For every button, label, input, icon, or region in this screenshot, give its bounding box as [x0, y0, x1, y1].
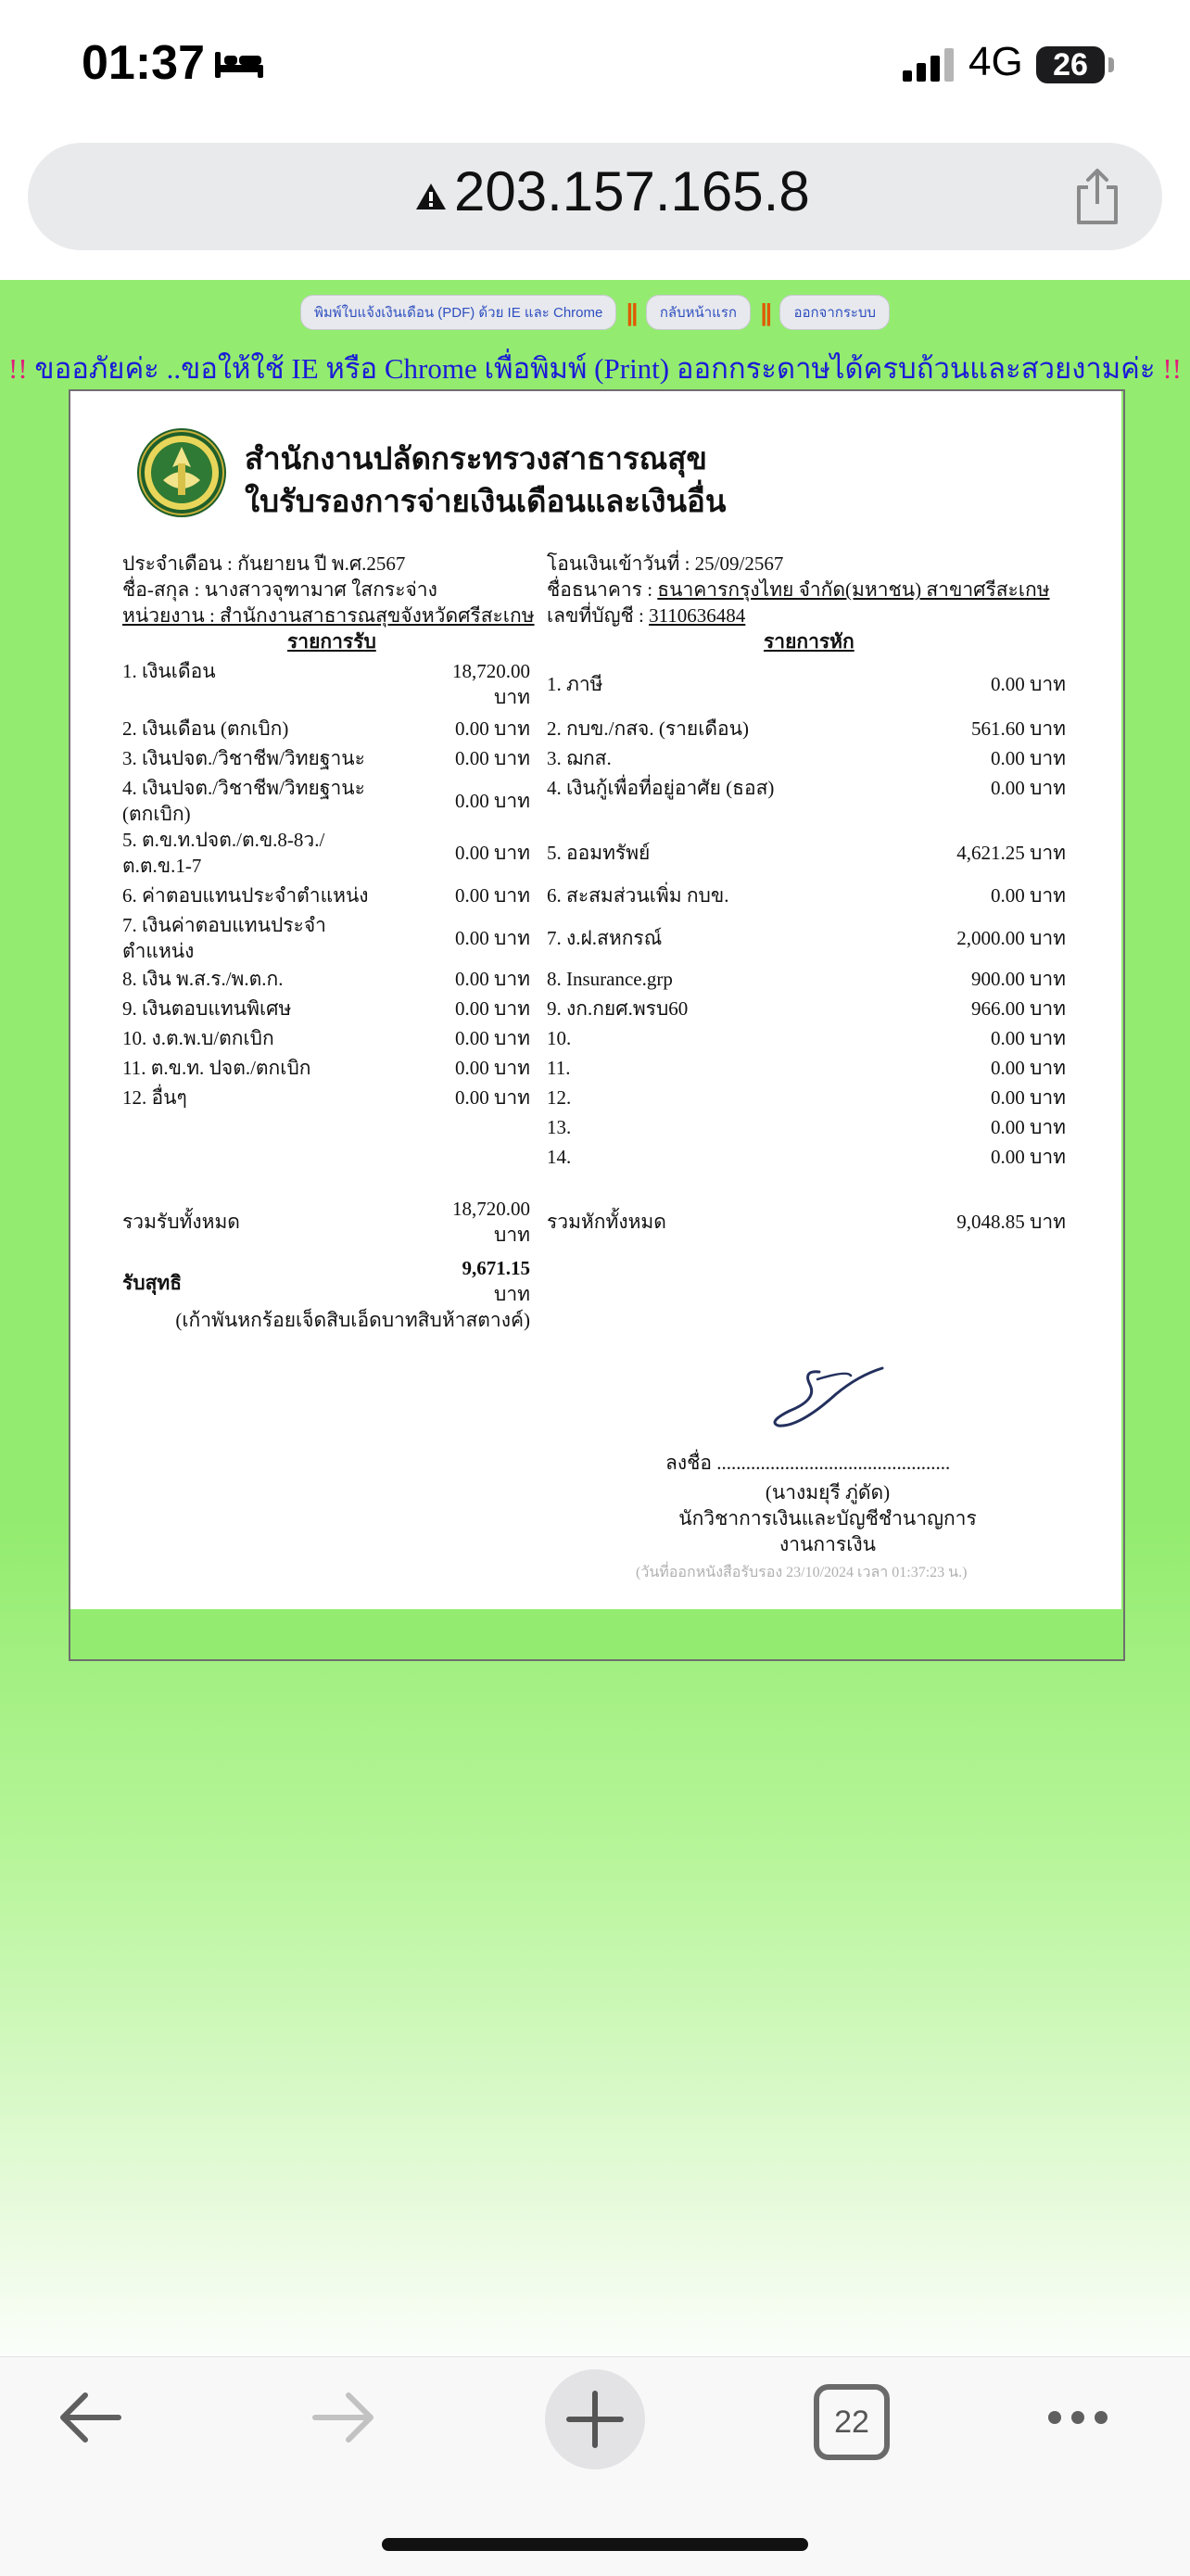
- income-label: 8. เงิน พ.ส.ร./พ.ต.ก.: [122, 968, 284, 990]
- deduction-label: 3. ฌกส.: [547, 747, 612, 769]
- income-row: [122, 996, 530, 1022]
- income-amount: 18,720.00 บาท: [452, 660, 530, 708]
- account-info: [547, 601, 745, 631]
- income-row: [122, 912, 530, 964]
- net-pay-amount: 9,671.15 บาท: [462, 1257, 530, 1305]
- banner-marks-left: !!: [8, 352, 28, 385]
- deduction-label: 10.: [547, 1027, 572, 1049]
- total-deduction-label: รวมหักทั้งหมด: [547, 1211, 666, 1233]
- share-icon[interactable]: [1071, 167, 1123, 226]
- deduction-row: [547, 775, 1066, 801]
- income-amount: 0.00 บาท: [455, 717, 530, 740]
- organization-name: สำนักงานปลัดกระทรวงสาธารณสุข: [245, 443, 707, 476]
- income-row: [122, 827, 530, 879]
- deduction-label: 9. งก.กยศ.พรบ60: [547, 997, 689, 1020]
- income-label: 5. ต.ข.ท.ปจต./ต.ข.8-8ว./ ต.ต.ข.1-7: [122, 829, 325, 877]
- insecure-warning-icon: [415, 182, 447, 211]
- deduction-label: 8. Insurance.grp: [547, 968, 673, 990]
- deduction-amount: 0.00 บาท: [991, 1116, 1066, 1138]
- deduction-amount: 0.00 บาท: [991, 1146, 1066, 1168]
- deduction-row: [547, 925, 1066, 951]
- new-tab-button[interactable]: [545, 2369, 645, 2469]
- income-label: 12. อื่นๆ: [122, 1086, 187, 1109]
- transfer-date: โอนเงินเข้าวันที่ : 25/09/2567: [547, 552, 784, 575]
- income-label: 6. ค่าตอบแทนประจำตำแหน่ง: [122, 884, 369, 907]
- signer-name: (นางมยุรี ภู่ดัด): [765, 1481, 891, 1504]
- print-notice-banner: [0, 345, 1190, 391]
- deduction-label: 7. ง.ฝ.สหกรณ์: [547, 927, 663, 949]
- signer-position: นักวิชาการเงินและบัญชีชำนาญการ: [678, 1507, 977, 1529]
- total-income-row: [122, 1196, 530, 1248]
- income-label: 2. เงินเดือน (ตกเบิก): [122, 717, 289, 740]
- forward-arrow-icon[interactable]: [306, 2386, 380, 2449]
- separator: ||: [760, 298, 770, 326]
- signal-icon: [901, 46, 956, 83]
- more-options-icon[interactable]: [1045, 2406, 1110, 2429]
- status-bar: [0, 0, 1190, 130]
- deduction-row: [547, 966, 1066, 992]
- deduction-amount: 966.00 บาท: [971, 997, 1066, 1020]
- deduction-label: 11.: [547, 1057, 571, 1079]
- sleep-focus-icon: [213, 48, 265, 80]
- deduction-amount: 0.00 บาท: [991, 747, 1066, 769]
- deduction-label: 5. ออมทรัพย์: [547, 842, 651, 864]
- income-amount: 0.00 บาท: [455, 968, 530, 990]
- print-pdf-button[interactable]: พิมพ์ใบแจ้งเงินเดือน (PDF) ด้วย IE และ Chrome: [300, 295, 616, 330]
- salary-certificate: [70, 391, 1121, 1609]
- web-page: [0, 280, 1190, 2356]
- deduction-amount: 4,621.25 บาท: [956, 842, 1066, 864]
- income-amount: 0.00 บาท: [455, 1057, 530, 1079]
- deduction-label: 6. สะสมส่วนเพิ่ม กบข.: [547, 884, 729, 907]
- deduction-label: 2. กบข./กสจ. (รายเดือน): [547, 717, 749, 740]
- network-type: 4G: [968, 39, 1023, 84]
- ministry-seal-logo: [135, 426, 228, 519]
- clock: 01:37: [82, 36, 205, 90]
- deduction-label: 12.: [547, 1086, 572, 1109]
- account-label: เลขที่บัญชี :: [547, 604, 650, 627]
- total-deduction-row: [547, 1196, 1066, 1248]
- deduction-amount: 0.00 บาท: [991, 777, 1066, 799]
- home-indicator: [382, 2538, 808, 2551]
- income-amount: 0.00 บาท: [455, 1086, 530, 1109]
- pay-month: ประจำเดือน : กันยายน ปี พ.ศ.2567: [122, 552, 406, 575]
- deduction-label: 4. เงินกู้เพื่อที่อยู่อาศัย (ธอส): [547, 777, 775, 799]
- income-header: รายการรับ: [287, 630, 376, 653]
- bank-label: ชื่อธนาคาร :: [547, 578, 658, 601]
- deduction-row: [547, 716, 1066, 742]
- deduction-amount: 0.00 บาท: [991, 673, 1066, 695]
- deduction-row: [547, 882, 1066, 908]
- income-label: 1. เงินเดือน: [122, 660, 216, 682]
- income-label: 9. เงินตอบแทนพิเศษ: [122, 997, 292, 1020]
- deduction-label: 1. ภาษี: [547, 673, 603, 695]
- total-income-label: รวมรับทั้งหมด: [122, 1211, 240, 1233]
- income-row: [122, 1055, 530, 1081]
- deduction-row: [547, 745, 1066, 771]
- deduction-row: [547, 671, 1066, 697]
- issued-timestamp: (วันที่ออกหนังสือรับรอง 23/10/2024 เวลา 01:37:23 น.): [636, 1565, 968, 1580]
- income-row: [122, 658, 530, 710]
- home-button[interactable]: กลับหน้าแรก: [646, 295, 751, 330]
- income-amount: 0.00 บาท: [455, 884, 530, 907]
- income-amount: 0.00 บาท: [455, 790, 530, 812]
- deduction-amount: 900.00 บาท: [971, 968, 1066, 990]
- income-label: 4. เงินปจต./วิชาชีพ/วิทยฐานะ (ตกเบิก): [122, 777, 365, 825]
- net-pay-row: [122, 1255, 530, 1333]
- income-label: 10. ง.ต.พ.บ/ตกเบิก: [122, 1027, 274, 1049]
- logout-button[interactable]: ออกจากระบบ: [779, 295, 890, 330]
- income-row: [122, 1085, 530, 1110]
- top-button-bar: [0, 295, 1190, 330]
- income-amount: 0.00 บาท: [455, 1027, 530, 1049]
- bank-name: ธนาคารกรุงไทย จำกัด(มหาชน) สาขาศรีสะเกษ: [657, 578, 1050, 601]
- deduction-row: [547, 1114, 1066, 1140]
- total-deduction-amount: 9,048.85 บาท: [956, 1211, 1066, 1233]
- deduction-row: [547, 1085, 1066, 1110]
- work-unit: หน่วยงาน : สำนักงานสาธารณสุขจังหวัดศรีสะเกษ: [122, 604, 535, 627]
- document-title: ใบรับรองการจ่ายเงินเดือนและเงินอื่น: [245, 486, 727, 519]
- signature-image: [762, 1363, 886, 1429]
- income-row: [122, 745, 530, 771]
- battery-tip: [1108, 57, 1114, 72]
- back-arrow-icon[interactable]: [54, 2386, 128, 2449]
- battery-icon: 26: [1036, 46, 1105, 83]
- income-row: [122, 775, 530, 827]
- income-row: [122, 716, 530, 742]
- total-income-amount: 18,720.00 บาท: [452, 1198, 530, 1246]
- url-text[interactable]: 203.157.165.8: [454, 160, 810, 222]
- employee-name: ชื่อ-สกุล : นางสาวจุฑามาศ ใสกระจ่าง: [122, 578, 437, 601]
- deduction-amount: 0.00 บาท: [991, 884, 1066, 907]
- income-row: [122, 1025, 530, 1051]
- tab-switcher-button[interactable]: 22: [814, 2384, 890, 2460]
- separator: ||: [626, 298, 637, 326]
- deduction-row: [547, 840, 1066, 866]
- plus-icon: [545, 2369, 645, 2469]
- banner-text: ขออภัยค่ะ ..ขอให้ใช้ IE หรือ Chrome เพื่อพิมพ์ (Print) ออกกระดาษได้ครบถ้วนและสวยงามค่ะ: [34, 352, 1156, 385]
- net-pay-label: รับสุทธิ: [122, 1272, 183, 1294]
- signer-department: งานการเงิน: [779, 1533, 876, 1555]
- deduction-amount: 2,000.00 บาท: [956, 927, 1066, 949]
- banner-marks-right: !!: [1162, 352, 1182, 385]
- signature-line: ลงชื่อ ................................................: [665, 1452, 951, 1474]
- net-pay-words: (เก้าพันหกร้อยเจ็ดสิบเอ็ดบาทสิบห้าสตางค์): [175, 1309, 530, 1331]
- deduction-amount: 0.00 บาท: [991, 1027, 1066, 1049]
- income-amount: 0.00 บาท: [455, 997, 530, 1020]
- deduction-row: [547, 1055, 1066, 1081]
- income-label: 3. เงินปจต./วิชาชีพ/วิทยฐานะ: [122, 747, 365, 769]
- income-row: [122, 966, 530, 992]
- income-label: 11. ต.ข.ท. ปจต./ตกเบิก: [122, 1057, 311, 1079]
- deduction-label: 13.: [547, 1116, 572, 1138]
- deduction-amount: 0.00 บาท: [991, 1057, 1066, 1079]
- income-amount: 0.00 บาท: [455, 842, 530, 864]
- income-row: [122, 882, 530, 908]
- deduction-amount: 0.00 บาท: [991, 1086, 1066, 1109]
- income-amount: 0.00 บาท: [455, 747, 530, 769]
- deduction-row: [547, 1025, 1066, 1051]
- deduction-header: รายการหัก: [764, 630, 855, 653]
- account-number: 3110636484: [649, 604, 746, 627]
- deduction-amount: 561.60 บาท: [971, 717, 1066, 740]
- income-amount: 0.00 บาท: [455, 927, 530, 949]
- income-label: 7. เงินค่าตอบแทนประจำ ตำแหน่ง: [122, 914, 326, 962]
- deduction-row: [547, 1144, 1066, 1170]
- deduction-row: [547, 996, 1066, 1022]
- deduction-label: 14.: [547, 1146, 572, 1168]
